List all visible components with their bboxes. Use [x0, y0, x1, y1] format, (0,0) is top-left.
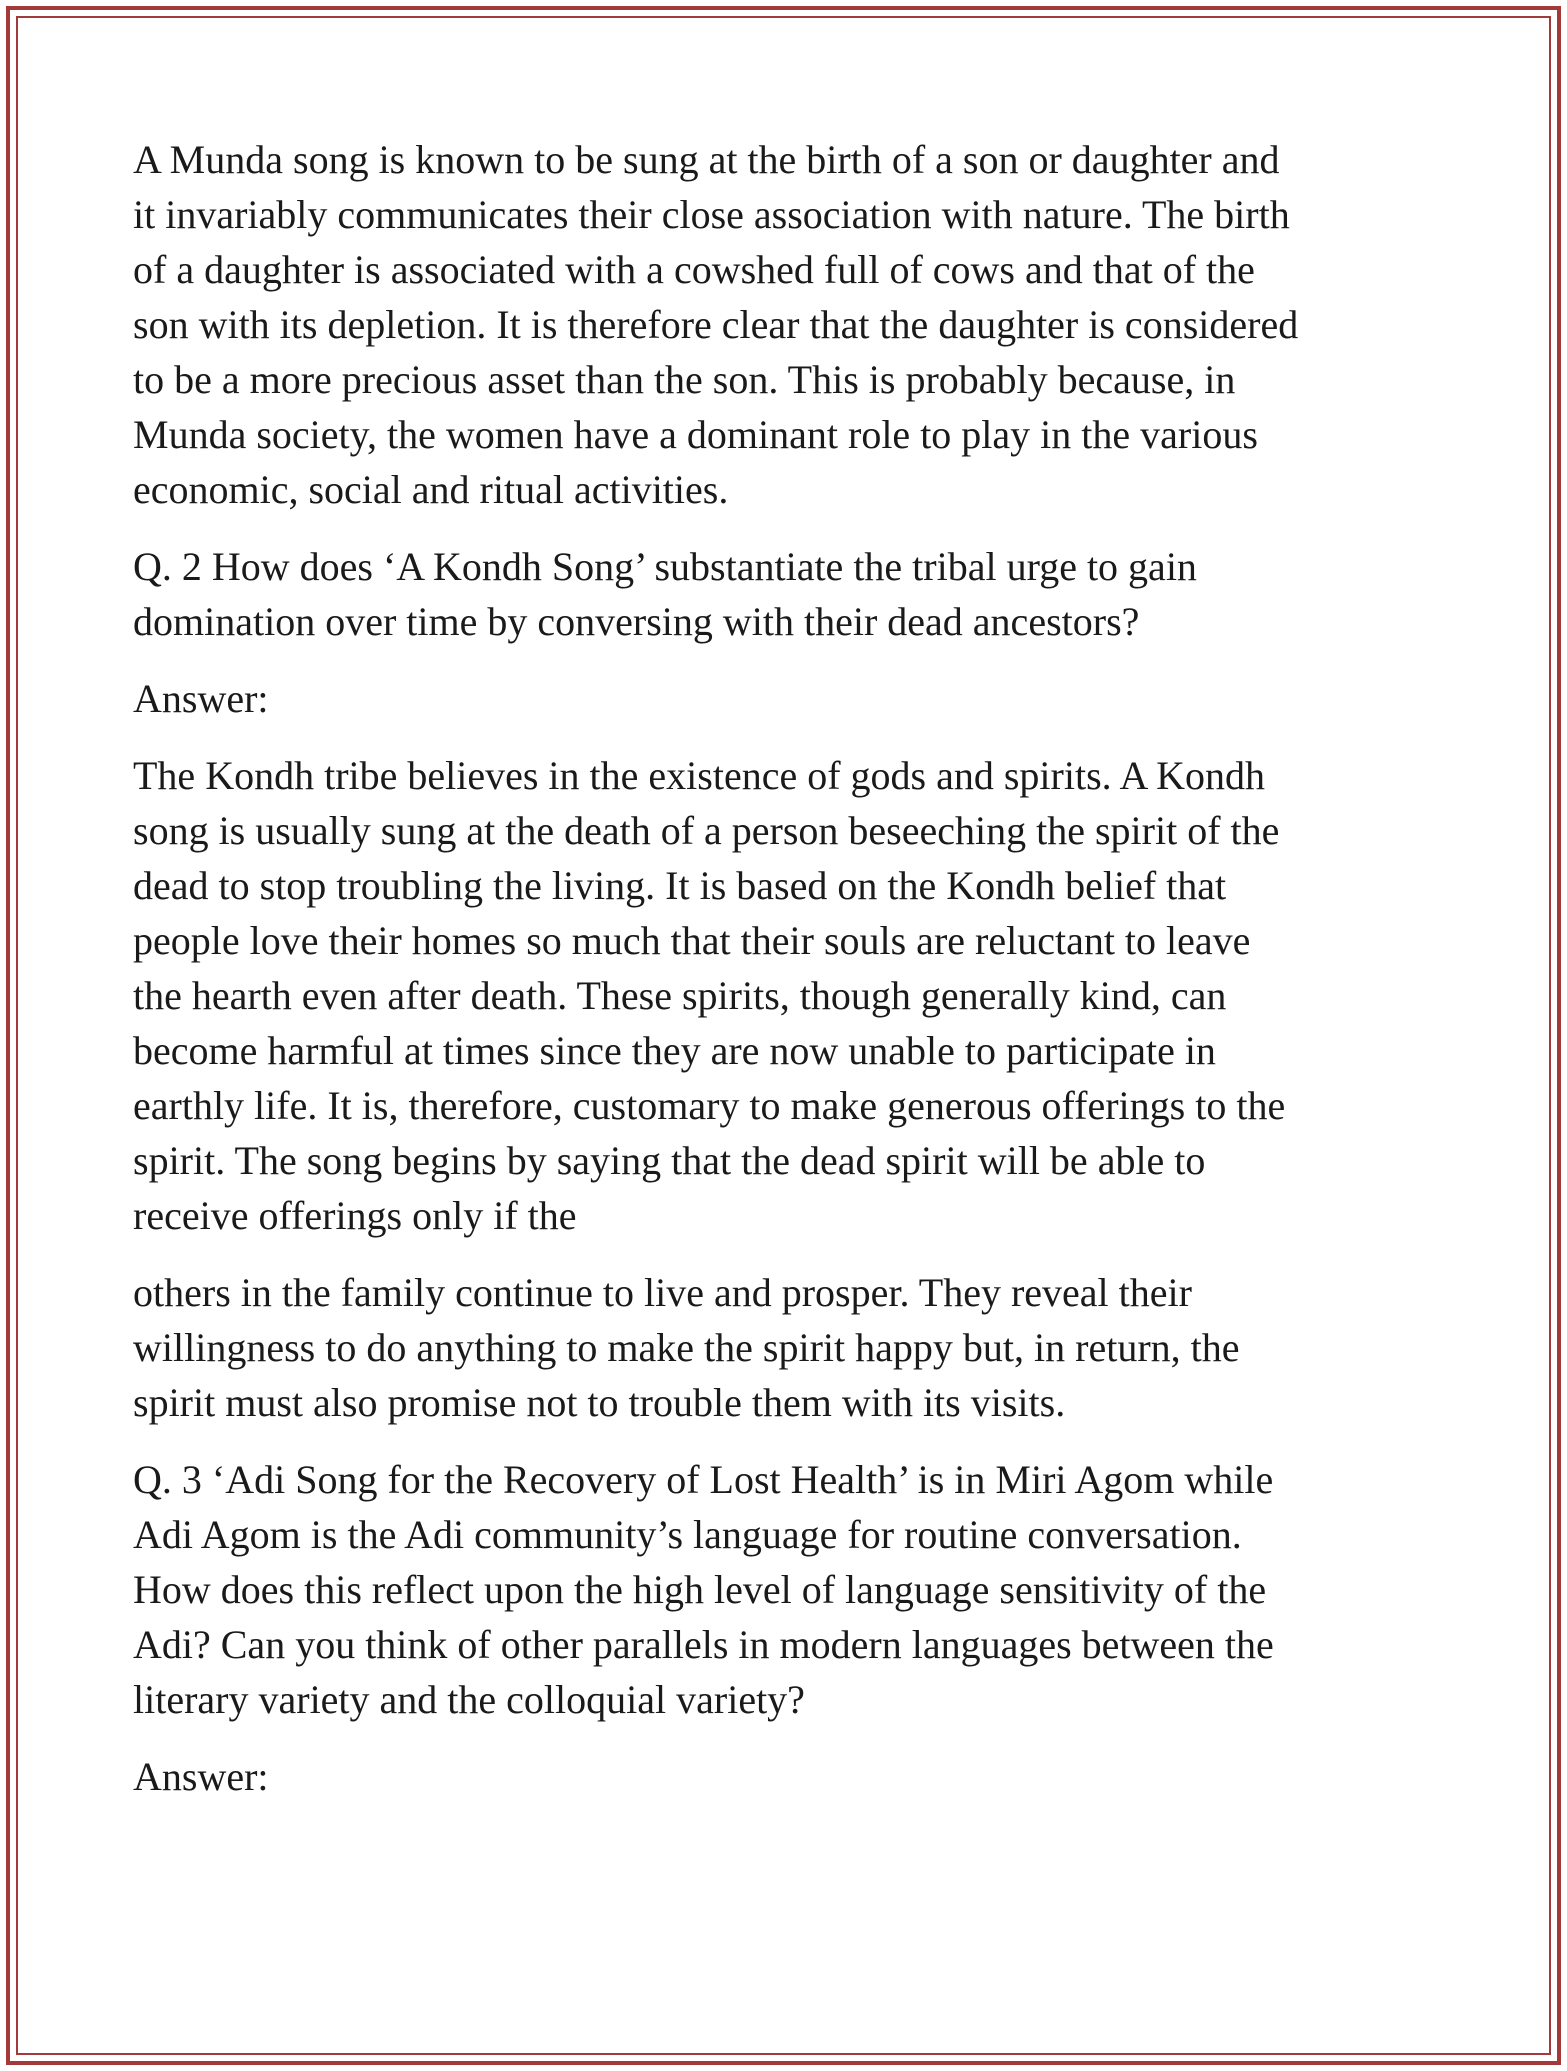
question-3: [133, 1452, 1453, 1727]
munda-song-answer-paragraph: [133, 132, 1453, 517]
text-line: Answer:: [133, 1754, 269, 1799]
text-line: dead to stop troubling the living. It is based on the Kondh belief that: [133, 863, 1227, 908]
text-line: song is usually sung at the death of a person beseeching the spirit of the: [133, 808, 1280, 853]
text-line: Q. 2 How does ‘A Kondh Song’ substantiate the tribal urge to gain: [133, 544, 1197, 589]
text-line: to be a more precious asset than the son. This is probably because, in: [133, 357, 1236, 402]
text-line: it invariably communicates their close association with nature. The birth: [133, 192, 1290, 237]
text-line: others in the family continue to live and prosper. They reveal their: [133, 1270, 1192, 1315]
text-line: economic, social and ritual activities.: [133, 467, 729, 512]
text-line: Adi? Can you think of other parallels in modern languages between the: [133, 1622, 1274, 1667]
text-line: people love their homes so much that their souls are reluctant to leave: [133, 918, 1251, 963]
text-line: domination over time by conversing with their dead ancestors?: [133, 599, 1140, 644]
text-line: become harmful at times since they are now unable to participate in: [133, 1028, 1216, 1073]
text-line: literary variety and the colloquial variety?: [133, 1677, 805, 1722]
text-line: of a daughter is associated with a cowshed full of cows and that of the: [133, 247, 1255, 292]
kondh-song-answer-continued: [133, 1265, 1453, 1430]
text-line: How does this reflect upon the high level of language sensitivity of the: [133, 1567, 1267, 1612]
text-line: spirit must also promise not to trouble them with its visits.: [133, 1380, 1066, 1425]
text-line: Adi Agom is the Adi community’s language for routine conversation.: [133, 1512, 1242, 1557]
text-line: Q. 3 ‘Adi Song for the Recovery of Lost Health’ is in Miri Agom while: [133, 1457, 1274, 1502]
text-line: receive offerings only if the: [133, 1193, 577, 1238]
text-line: willingness to do anything to make the spirit happy but, in return, the: [133, 1325, 1240, 1370]
text-line: spirit. The song begins by saying that the dead spirit will be able to: [133, 1138, 1206, 1183]
text-line: the hearth even after death. These spirits, though generally kind, can: [133, 973, 1227, 1018]
text-line: son with its depletion. It is therefore clear that the daughter is considered: [133, 302, 1299, 347]
document-body: [133, 132, 1453, 1804]
text-line: A Munda song is known to be sung at the birth of a son or daughter and: [133, 137, 1280, 182]
question-2: [133, 539, 1453, 649]
answer-label: [133, 1749, 1453, 1804]
text-line: Munda society, the women have a dominant role to play in the various: [133, 412, 1258, 457]
text-line: The Kondh tribe believes in the existence of gods and spirits. A Kondh: [133, 753, 1266, 798]
text-line: earthly life. It is, therefore, customary to make generous offerings to the: [133, 1083, 1286, 1128]
answer-label: [133, 671, 1453, 726]
kondh-song-answer-paragraph: [133, 748, 1453, 1243]
text-line: Answer:: [133, 676, 269, 721]
